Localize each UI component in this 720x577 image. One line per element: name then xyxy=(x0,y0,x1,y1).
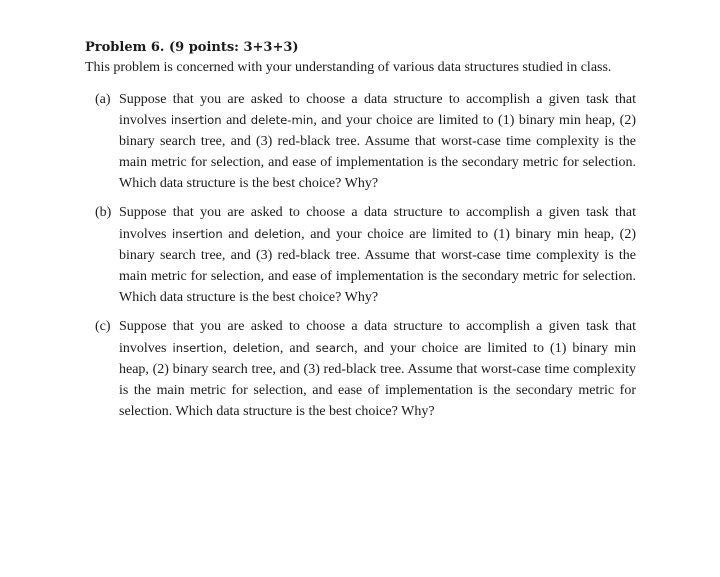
part-a-text-3: , and your choice are limited to (1) binary min heap, (2) binary search tree, and (3) red-black tree. Assume that worst-case time complexity is the main metric for selection, and ease of implementation is the secondary metric for selection. Which data structure is the best choice? Why? xyxy=(119,113,636,191)
part-b-keyword-deletion: deletion xyxy=(254,227,302,242)
part-b-keyword-insertion: insertion xyxy=(172,227,223,242)
problem-document xyxy=(85,38,636,431)
part-c-text-4: , and your choice are limited to (1) binary min heap, (2) binary search tree, and (3) red-black tree. Assume that worst-case time complexity is the main metric for selection, and ease of implementation is the secondary metric for selection. Which data structure is the best choice? Why? xyxy=(119,341,636,419)
part-a-label: (a) xyxy=(95,91,111,107)
problem-intro: This problem is concerned with your understanding of various data structures studied in class. xyxy=(85,60,612,75)
part-b xyxy=(85,203,636,308)
part-a-text-2: and xyxy=(221,113,251,129)
part-b-label: (b) xyxy=(95,205,112,221)
part-b-text-2: and xyxy=(222,227,255,243)
part-c-keyword-search: search xyxy=(315,341,355,356)
problem-parts xyxy=(85,90,636,423)
part-b-text-3: , and your choice are limited to (1) binary min heap, (2) binary search tree, and (3) red-black tree. Assume that worst-case time complexity is the main metric for selection, and ease of implementation is the secondary metric for selection. Which data structure is the best choice? Why? xyxy=(119,227,636,305)
part-c-text-1: Suppose that you are asked to choose a data structure to accomplish a given task that involves xyxy=(119,319,636,357)
part-a-keyword-insertion: insertion xyxy=(170,113,222,128)
part-c-keyword-deletion: deletion xyxy=(232,341,280,356)
part-c-text-3: , and xyxy=(279,341,316,357)
part-a-keyword-delete-min: delete-min xyxy=(250,113,314,128)
problem-title: Problem 6. (9 points: 3+3+3) xyxy=(85,40,299,55)
part-c-text-2: , xyxy=(223,341,233,357)
part-c xyxy=(85,317,636,422)
part-b-text-1: Suppose that you are asked to choose a data structure to accomplish a given task that involves xyxy=(119,205,636,243)
part-a xyxy=(85,90,636,195)
part-c-label: (c) xyxy=(95,319,111,335)
part-a-text-1: Suppose that you are asked to choose a data structure to accomplish a given task that involves xyxy=(119,91,636,129)
part-c-keyword-insertion: insertion xyxy=(172,341,224,356)
